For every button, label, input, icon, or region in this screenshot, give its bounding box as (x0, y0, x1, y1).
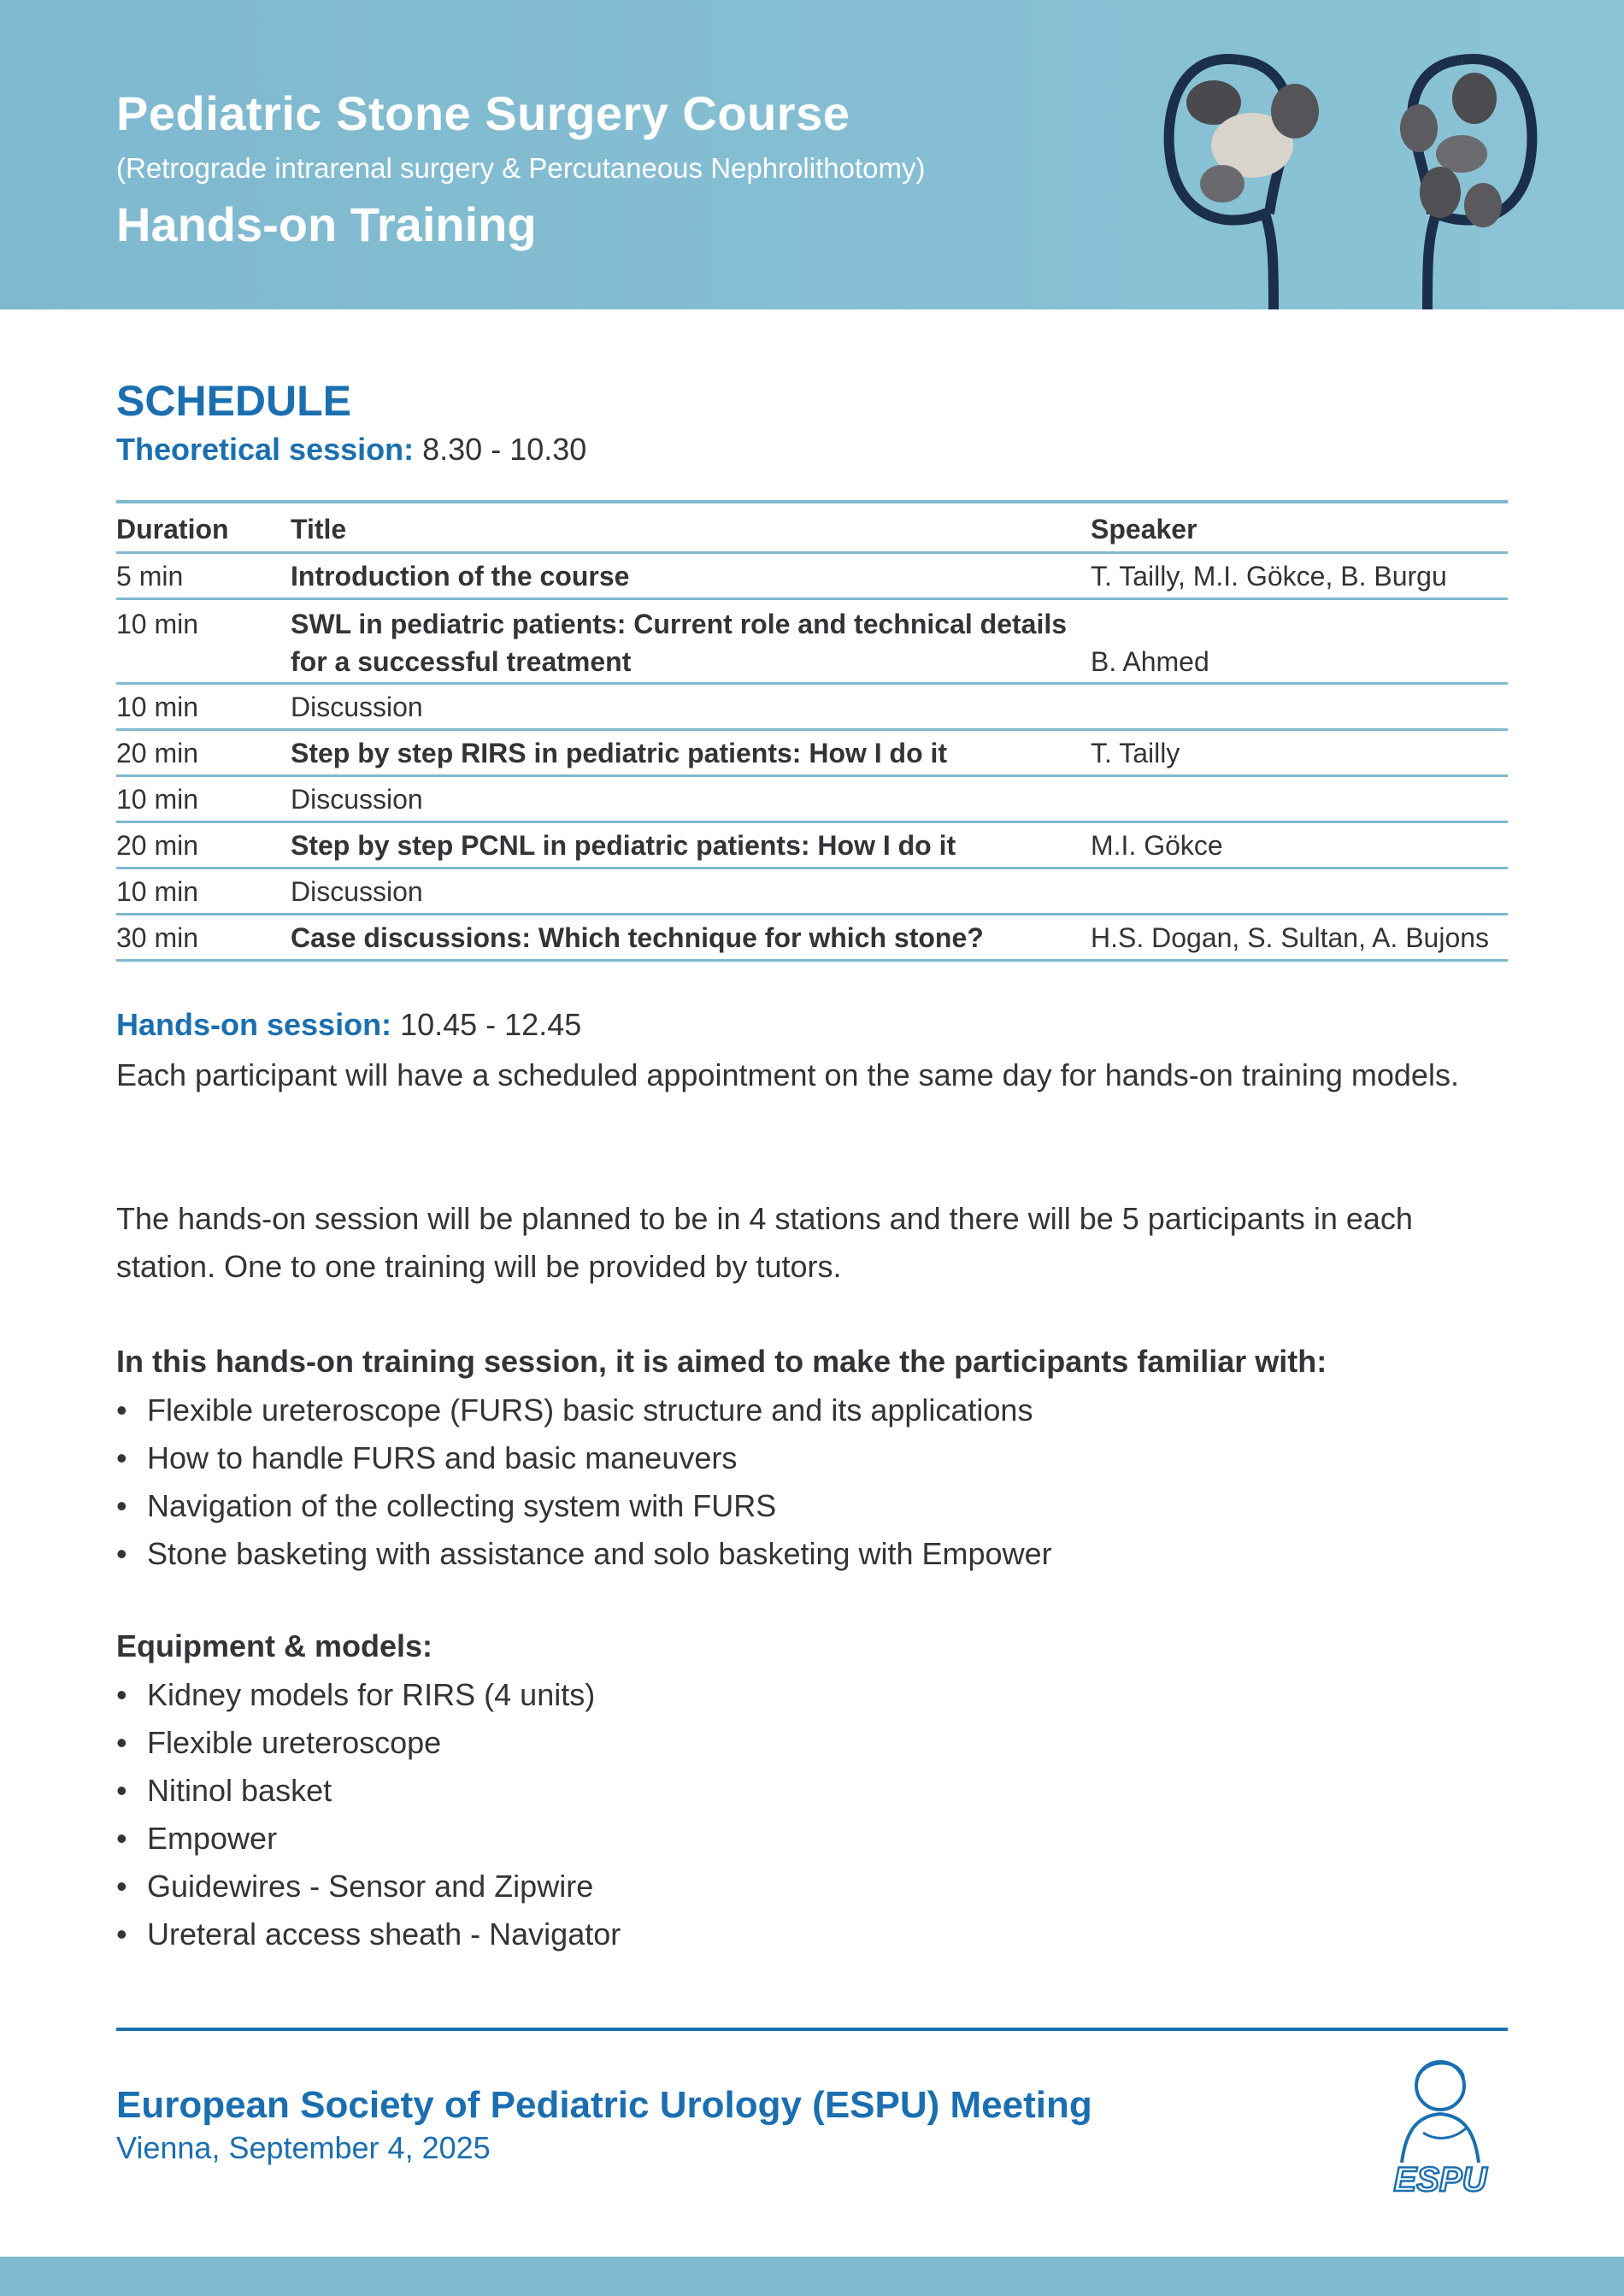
table-row (116, 823, 1508, 869)
aims-list (116, 1386, 1052, 1578)
bullet: • (116, 1677, 127, 1712)
theoretical-session-label: Theoretical session: (116, 432, 415, 467)
logo-figure-arm (1423, 2128, 1466, 2138)
theoretical-session-line (116, 432, 586, 468)
stone (1200, 165, 1244, 203)
table-row (116, 869, 1508, 915)
list-item (116, 1767, 621, 1815)
bullet: • (116, 1916, 127, 1952)
column-header-speaker: Speaker (1091, 514, 1197, 545)
course-title: Pediatric Stone Surgery Course (116, 86, 850, 140)
bullet: • (116, 1392, 127, 1428)
row-speaker: B. Ahmed (1091, 646, 1209, 677)
list-item-text: How to handle FURS and basic maneuvers (147, 1440, 738, 1475)
row-speaker: H.S. Dogan, S. Sultan, A. Bujons (1091, 922, 1490, 953)
course-title-secondary: Hands-on Training (116, 197, 537, 251)
stone (1452, 73, 1497, 124)
row-speaker: T. Tailly, M.I. Gökce, B. Burgu (1091, 561, 1447, 592)
bottom-bar (0, 2257, 1624, 2296)
kidney-stones-image (1145, 34, 1556, 309)
bullet: • (116, 1773, 127, 1808)
table-row (116, 915, 1508, 962)
row-title: Discussion (291, 784, 423, 815)
list-item-text: Flexible ureteroscope (147, 1725, 442, 1760)
row-duration: 10 min (116, 784, 199, 815)
row-duration: 10 min (116, 876, 199, 907)
list-item-text: Flexible ureteroscope (FURS) basic structure and its applications (147, 1392, 1033, 1428)
paragraph-appointment: Each participant will have a scheduled appointment on the same day for hands-on training models. (116, 1057, 1459, 1092)
schedule-heading: SCHEDULE (116, 377, 352, 425)
table-row (116, 731, 1508, 777)
logo-figure-hair (1417, 2063, 1463, 2080)
row-title: Step by step PCNL in pediatric patients: How I do it (291, 830, 956, 861)
row-duration: 20 min (116, 830, 199, 861)
list-item-text: Empower (147, 1821, 278, 1856)
list-item (116, 1863, 621, 1910)
bullet: • (116, 1869, 127, 1904)
handson-session-line (116, 1007, 581, 1043)
table-row (116, 685, 1508, 731)
list-item (116, 1386, 1052, 1434)
row-title: Case discussions: Which technique for which stone? (291, 922, 984, 953)
list-item-text: Nitinol basket (147, 1773, 332, 1808)
list-item-text: Kidney models for RIRS (4 units) (147, 1677, 596, 1712)
header-banner (0, 0, 1624, 309)
logo-text: ESPU (1393, 2161, 1487, 2199)
row-duration: 20 min (116, 738, 199, 768)
handson-session-time: 10.45 - 12.45 (400, 1007, 582, 1042)
handson-session-label: Hands-on session: (116, 1007, 392, 1042)
stone (1271, 84, 1319, 138)
espu-logo (1368, 2047, 1513, 2201)
row-speaker: M.I. Gökce (1091, 830, 1223, 861)
row-title: Introduction of the course (291, 561, 630, 592)
stone (1464, 183, 1502, 227)
schedule-table (116, 500, 1508, 962)
column-header-title: Title (291, 514, 347, 545)
table-row (116, 777, 1508, 823)
list-item (116, 1910, 621, 1958)
row-title: Discussion (291, 692, 423, 722)
stone (1400, 104, 1438, 152)
list-item (116, 1482, 1052, 1530)
stone (1420, 167, 1461, 218)
equipment-list (116, 1671, 621, 1958)
footer-title: European Society of Pediatric Urology (ESPU) Meeting (116, 2084, 1092, 2126)
equipment-title: Equipment & models: (116, 1628, 433, 1663)
list-item (116, 1434, 1052, 1482)
list-item (116, 1815, 621, 1863)
list-item-text: Navigation of the collecting system with FURS (147, 1488, 777, 1523)
aims-title: In this hands-on training session, it is aimed to make the participants familiar with: (116, 1344, 1327, 1379)
list-item (116, 1530, 1052, 1578)
footer-divider (116, 2028, 1508, 2031)
bullet: • (116, 1488, 127, 1523)
row-speaker: T. Tailly (1091, 738, 1180, 768)
list-item-text: Stone basketing with assistance and solo basketing with Empower (147, 1536, 1052, 1571)
list-item-text: Guidewires - Sensor and Zipwire (147, 1869, 594, 1904)
table-row (116, 554, 1508, 600)
row-duration: 5 min (116, 561, 184, 592)
row-title: Step by step RIRS in pediatric patients: How I do it (291, 738, 948, 768)
bullet: • (116, 1536, 127, 1571)
bullet: • (116, 1440, 127, 1475)
row-duration: 10 min (116, 609, 199, 639)
row-title: Discussion (291, 876, 423, 907)
row-duration: 10 min (116, 692, 199, 722)
row-title: SWL in pediatric patients: Current role and technical details (291, 609, 1068, 639)
course-subtitle: (Retrograde intrarenal surgery & Percutaneous Nephrolithotomy) (116, 152, 926, 184)
column-header-duration: Duration (116, 514, 229, 545)
row-duration: 30 min (116, 922, 199, 953)
table-row (116, 600, 1508, 685)
row-title-continued: for a successful treatment (291, 646, 632, 677)
list-item (116, 1719, 621, 1767)
table-header-row (116, 503, 1508, 554)
list-item-text: Ureteral access sheath - Navigator (147, 1916, 621, 1952)
bullet: • (116, 1821, 127, 1856)
footer-subtitle: Vienna, September 4, 2025 (116, 2130, 491, 2165)
bullet: • (116, 1725, 127, 1760)
theoretical-session-time: 8.30 - 10.30 (422, 432, 587, 467)
paragraph-stations: The hands-on session will be planned to be in 4 stations and there will be 5 participants in each station. One to one training will be provided by tutors. (116, 1201, 1413, 1284)
stone (1436, 135, 1487, 173)
list-item (116, 1671, 621, 1719)
